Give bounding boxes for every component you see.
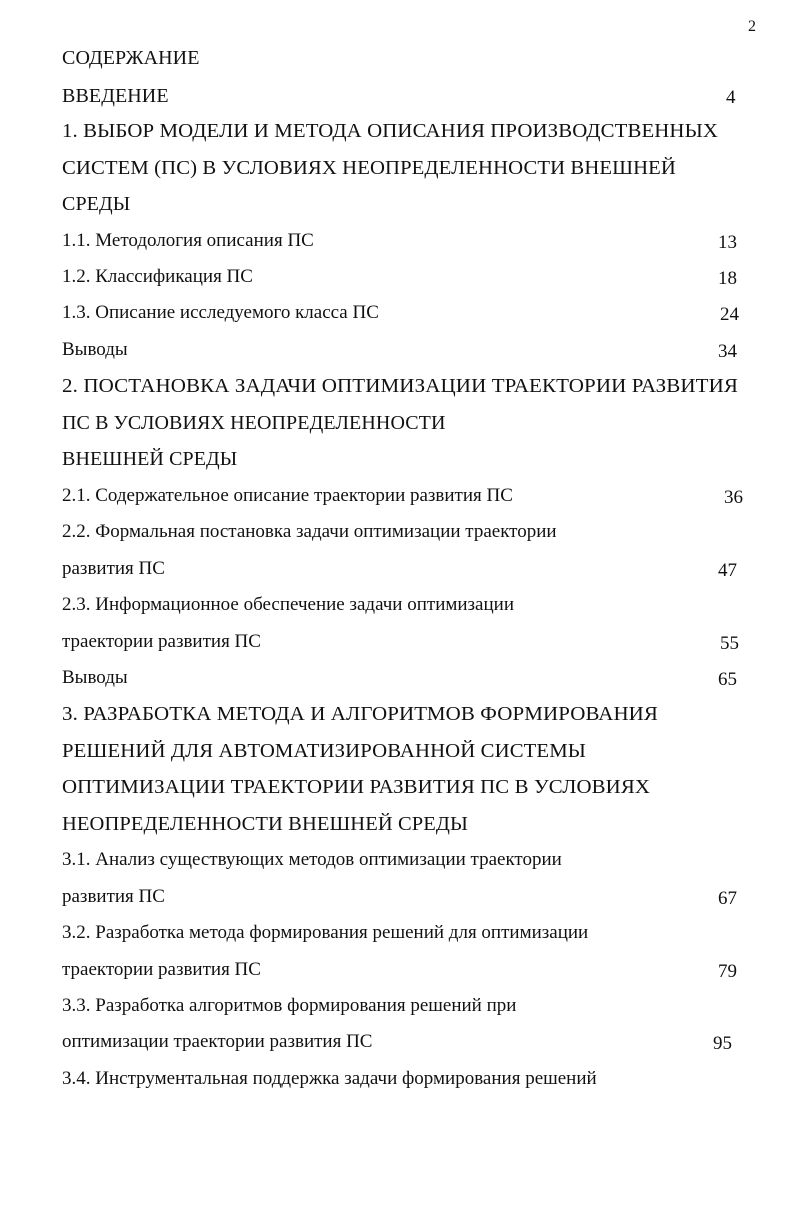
toc-entry-3-4: 3.4. Инструментальная поддержка задачи формирования решений (62, 1068, 597, 1089)
toc-page-2-1: 36 (724, 487, 743, 508)
toc-page-3-2: 79 (718, 961, 737, 982)
toc-entry-3-1: 3.1. Анализ существующих методов оптимизации траектории (62, 849, 562, 870)
toc-entry-3-1: развития ПС (62, 886, 165, 907)
toc-entry-2-2: 2.2. Формальная постановка задачи оптимизации траектории (62, 521, 557, 542)
chapter-1-heading: СРЕДЫ (62, 193, 131, 215)
chapter-2-heading: 2. ПОСТАНОВКА ЗАДАЧИ ОПТИМИЗАЦИИ ТРАЕКТОРИИ РАЗВИТИЯ (62, 375, 738, 397)
toc-entry-1-conclusions: Выводы (62, 339, 128, 360)
toc-page-intro: 4 (726, 87, 736, 108)
chapter-3-heading: НЕОПРЕДЕЛЕННОСТИ ВНЕШНЕЙ СРЕДЫ (62, 813, 469, 835)
toc-page-2-conclusions: 65 (718, 669, 737, 690)
chapter-2-heading: ПС В УСЛОВИЯХ НЕОПРЕДЕЛЕННОСТИ (62, 412, 446, 434)
chapter-2-heading: ВНЕШНЕЙ СРЕДЫ (62, 448, 238, 470)
toc-page-1-2: 18 (718, 268, 737, 289)
toc-entry-2-3: траектории развития ПС (62, 631, 261, 652)
toc-entry-2-conclusions: Выводы (62, 667, 128, 688)
toc-entry-3-2: 3.2. Разработка метода формирования решений для оптимизации (62, 922, 589, 943)
chapter-3-heading: 3. РАЗРАБОТКА МЕТОДА И АЛГОРИТМОВ ФОРМИРОВАНИЯ (62, 703, 658, 725)
toc-entry-intro: ВВЕДЕНИЕ (62, 85, 169, 107)
toc-entry-3-3: оптимизации траектории развития ПС (62, 1031, 373, 1052)
toc-page-3-1: 67 (718, 888, 737, 909)
toc-entry-1-2: 1.2. Классификация ПС (62, 266, 253, 287)
toc-entry-2-2: развития ПС (62, 558, 165, 579)
toc-page-2-2: 47 (718, 560, 737, 581)
toc-entry-3-2: траектории развития ПС (62, 959, 261, 980)
toc-page-1-conclusions: 34 (718, 341, 737, 362)
chapter-3-heading: РЕШЕНИЙ ДЛЯ АВТОМАТИЗИРОВАННОЙ СИСТЕМЫ (62, 740, 586, 762)
page-number: 2 (748, 18, 756, 35)
toc-entry-1-3: 1.3. Описание исследуемого класса ПС (62, 302, 379, 323)
chapter-3-heading: ОПТИМИЗАЦИИ ТРАЕКТОРИИ РАЗВИТИЯ ПС В УСЛОВИЯХ (62, 776, 650, 798)
toc-title: СОДЕРЖАНИЕ (62, 47, 200, 69)
toc-entry-3-3: 3.3. Разработка алгоритмов формирования решений при (62, 995, 517, 1016)
toc-page-2-3: 55 (720, 633, 739, 654)
chapter-1-heading: 1. ВЫБОР МОДЕЛИ И МЕТОДА ОПИСАНИЯ ПРОИЗВОДСТВЕННЫХ (62, 120, 718, 142)
toc-page-1-3: 24 (720, 304, 739, 325)
toc-entry-1-1: 1.1. Методология описания ПС (62, 230, 314, 251)
toc-page-3-3: 95 (713, 1033, 732, 1054)
toc-entry-2-3: 2.3. Информационное обеспечение задачи оптимизации (62, 594, 514, 615)
toc-entry-2-1: 2.1. Содержательное описание траектории развития ПС (62, 485, 513, 506)
toc-page-1-1: 13 (718, 232, 737, 253)
chapter-1-heading: СИСТЕМ (ПС) В УСЛОВИЯХ НЕОПРЕДЕЛЕННОСТИ ВНЕШНЕЙ (62, 157, 676, 179)
